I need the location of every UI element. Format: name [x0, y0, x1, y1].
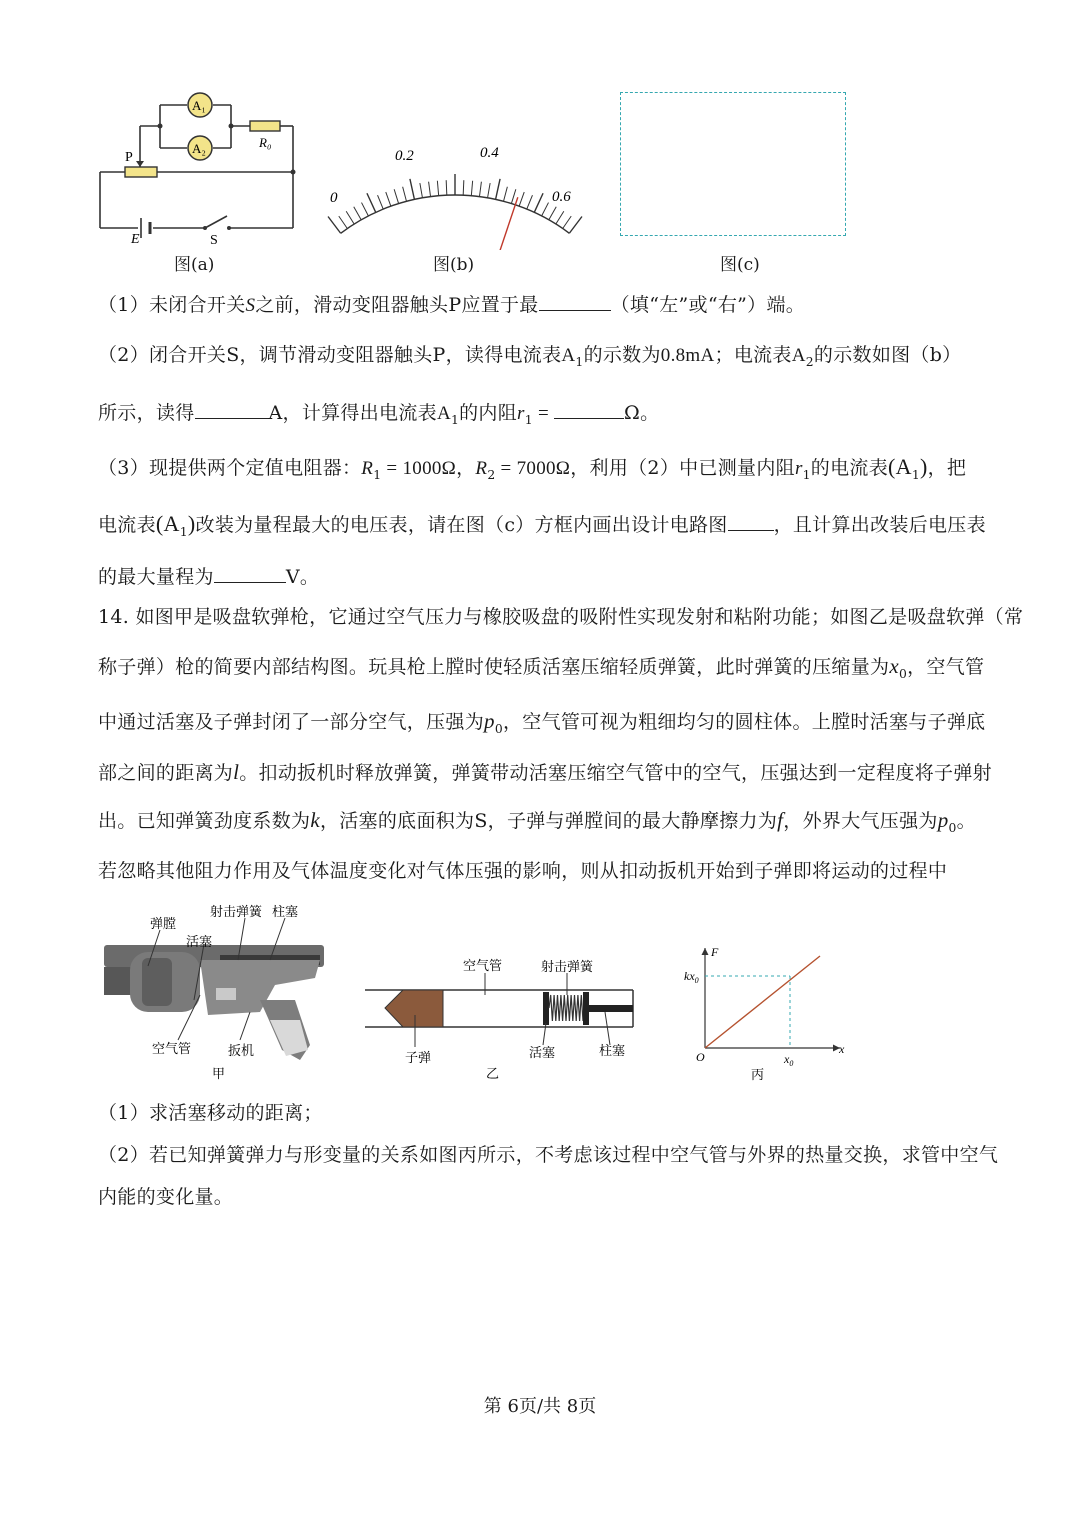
figure-bing	[680, 940, 850, 1085]
q14-sub2-cont: 内能的变化量。	[98, 1186, 234, 1208]
q14-line2: 称子弹）枪的简要内部结构图。玩具枪上膛时使轻质活塞压缩轻质弹簧，此时弹簧的压缩量为$x_0$，空气管	[98, 654, 985, 681]
dial-tick	[549, 207, 556, 220]
dial-pointer	[485, 197, 518, 250]
slider-p-label: P	[125, 150, 133, 165]
dial-tick	[569, 216, 582, 233]
dial-label-0.2: 0.2	[395, 148, 414, 164]
dial-tick	[556, 211, 564, 224]
yi-label-plunger: 柱塞	[599, 1044, 626, 1059]
r0-label: R₀	[259, 135, 272, 150]
dial-label-0: 0	[330, 190, 338, 206]
yi-caption: 乙	[486, 1067, 500, 1082]
ammeter-dial	[320, 135, 590, 250]
answer-blank[interactable]	[195, 399, 269, 419]
structure-diagram	[365, 955, 635, 1085]
figure-b	[320, 135, 590, 250]
jia-label-spring: 射击弹簧	[210, 905, 263, 920]
dial-tick	[519, 192, 524, 206]
q14-line5: 出。已知弹簧劲度系数为k，活塞的底面积为S，子弹与弹膛间的最大静摩擦力为f，外界大气压强为$p_0$。	[98, 808, 976, 835]
x0-label: $x_0$	[784, 1052, 794, 1068]
dial-tick	[542, 203, 549, 216]
dial-tick	[429, 182, 431, 197]
force-line	[705, 956, 820, 1048]
dial-tick	[437, 181, 438, 196]
ammeter-a1-label: A₁	[192, 98, 206, 113]
dial-tick	[386, 192, 391, 206]
dial-label-0.6: 0.6	[552, 189, 571, 205]
switch-s-label: S	[210, 233, 218, 245]
dial-tick	[563, 216, 572, 228]
dial-tick	[488, 183, 491, 198]
q13-part3-cont: 电流表$(A_1)$改装为量程最大的电压表，请在图（c）方框内画出设计电路图 ，且计算出改装后电压表	[98, 511, 986, 539]
dial-tick	[534, 193, 543, 212]
q14-line6: 若忽略其他阻力作用及气体温度变化对气体压强的影响，则从扣动扳机开始到子弹即将运动的过程中	[98, 860, 948, 882]
fig-b-caption: 图(b)	[433, 255, 475, 275]
dial-tick	[339, 216, 348, 228]
kx0-label: $kx_0$	[684, 969, 699, 985]
answer-blank[interactable]	[539, 291, 611, 311]
page-number: 第 6页/共 8页	[483, 1396, 597, 1417]
dial-tick	[496, 179, 500, 200]
dial-tick	[346, 211, 354, 224]
answer-blank[interactable]	[214, 563, 286, 583]
bing-caption: 丙	[751, 1068, 765, 1083]
q14-line3: 中通过活塞及子弹封闭了一部分空气，压强为$p_0$，空气管可视为粗细均匀的圆柱体。上膛时活塞与子弹底	[98, 709, 986, 736]
dial-label-0.4: 0.4	[480, 145, 499, 161]
dial-tick	[328, 216, 341, 233]
jia-label-plunger: 柱塞	[272, 905, 299, 920]
origin-label: O	[696, 1050, 705, 1064]
jia-label-piston: 活塞	[186, 935, 213, 950]
figure-jia	[100, 900, 330, 1085]
figure-yi	[365, 955, 635, 1085]
dial-tick	[446, 180, 447, 195]
fig-a-caption: 图(a)	[174, 255, 215, 275]
dial-tick	[504, 187, 508, 202]
axis-x-label: x	[839, 1042, 845, 1056]
toy-gun-image	[100, 900, 330, 1085]
dial-tick	[378, 195, 384, 209]
yi-label-piston: 活塞	[529, 1046, 556, 1061]
dial-tick	[394, 189, 398, 203]
jia-caption: 甲	[212, 1067, 226, 1082]
q13-part2-cont: 所示，读得 A，计算得出电流表$A_1$的内阻$r_1 = \Omega$。	[98, 398, 659, 427]
ammeter-a2-label: A₂	[192, 141, 206, 156]
q13-part1: （1）未闭合开关S之前，滑动变阻器触头P应置于最 （填“左”或“右”）端。	[98, 290, 805, 317]
q14-sub2: （2）若已知弹簧弹力与形变量的关系如图丙所示，不考虑该过程中空气管与外界的热量交换，求管中空气	[98, 1144, 999, 1166]
yi-label-airtube: 空气管	[463, 959, 503, 974]
dial-tick	[479, 182, 481, 197]
battery-e-label: E	[131, 232, 140, 245]
yi-label-bullet: 子弹	[405, 1051, 432, 1066]
circuit-diagram	[95, 85, 305, 245]
q13-part3: （3）现提供两个定值电阻器：$R_1 = 1000\Omega$，$R_2 = 7000\Omega$，利用（2）中已测量内阻$r_1$的电流表$(A_1)$，把	[98, 454, 967, 482]
dial-tick	[527, 195, 533, 209]
q14-sub1: （1）求活塞移动的距离；	[98, 1102, 323, 1124]
spring-coil	[549, 995, 583, 1021]
jia-label-danqiang: 弹膛	[150, 917, 177, 932]
yi-label-spring: 射击弹簧	[541, 960, 594, 975]
dial-tick	[511, 189, 515, 203]
jia-label-trigger: 扳机	[228, 1044, 255, 1059]
dial-tick	[354, 207, 361, 220]
dial-tick	[471, 181, 472, 196]
dial-arc	[341, 195, 570, 233]
jia-label-airtube: 空气管	[152, 1042, 192, 1057]
answer-blank[interactable]	[728, 511, 774, 531]
force-displacement-graph	[680, 940, 850, 1085]
q14-line4: 部之间的距离为l。扣动扳机时释放弹簧，弹簧带动活塞压缩空气管中的空气，压强达到一定程度将子弹射	[98, 760, 992, 784]
q14-line1: 14. 如图甲是吸盘软弹枪，它通过空气压力与橡胶吸盘的吸附性实现发射和粘附功能；如图乙是吸盘软弹（常	[98, 606, 1024, 628]
q13-part2: （2）闭合开关S，调节滑动变阻器触头P，读得电流表$A_1$的示数为0.8mA；电流表$A_2$的示数如图（b）	[98, 344, 962, 369]
figure-c-box	[620, 92, 846, 236]
q13-part3-end: 的最大量程为 V。	[98, 562, 319, 589]
dial-tick	[463, 180, 464, 195]
answer-blank[interactable]	[554, 399, 624, 419]
dial-tick	[362, 203, 369, 216]
dial-tick	[420, 183, 423, 198]
dial-tick	[367, 193, 376, 212]
axis-f-label: F	[711, 945, 719, 959]
dial-tick	[403, 187, 407, 202]
dial-tick	[410, 179, 414, 200]
fig-c-caption: 图(c)	[720, 255, 760, 275]
figure-a	[95, 85, 305, 245]
